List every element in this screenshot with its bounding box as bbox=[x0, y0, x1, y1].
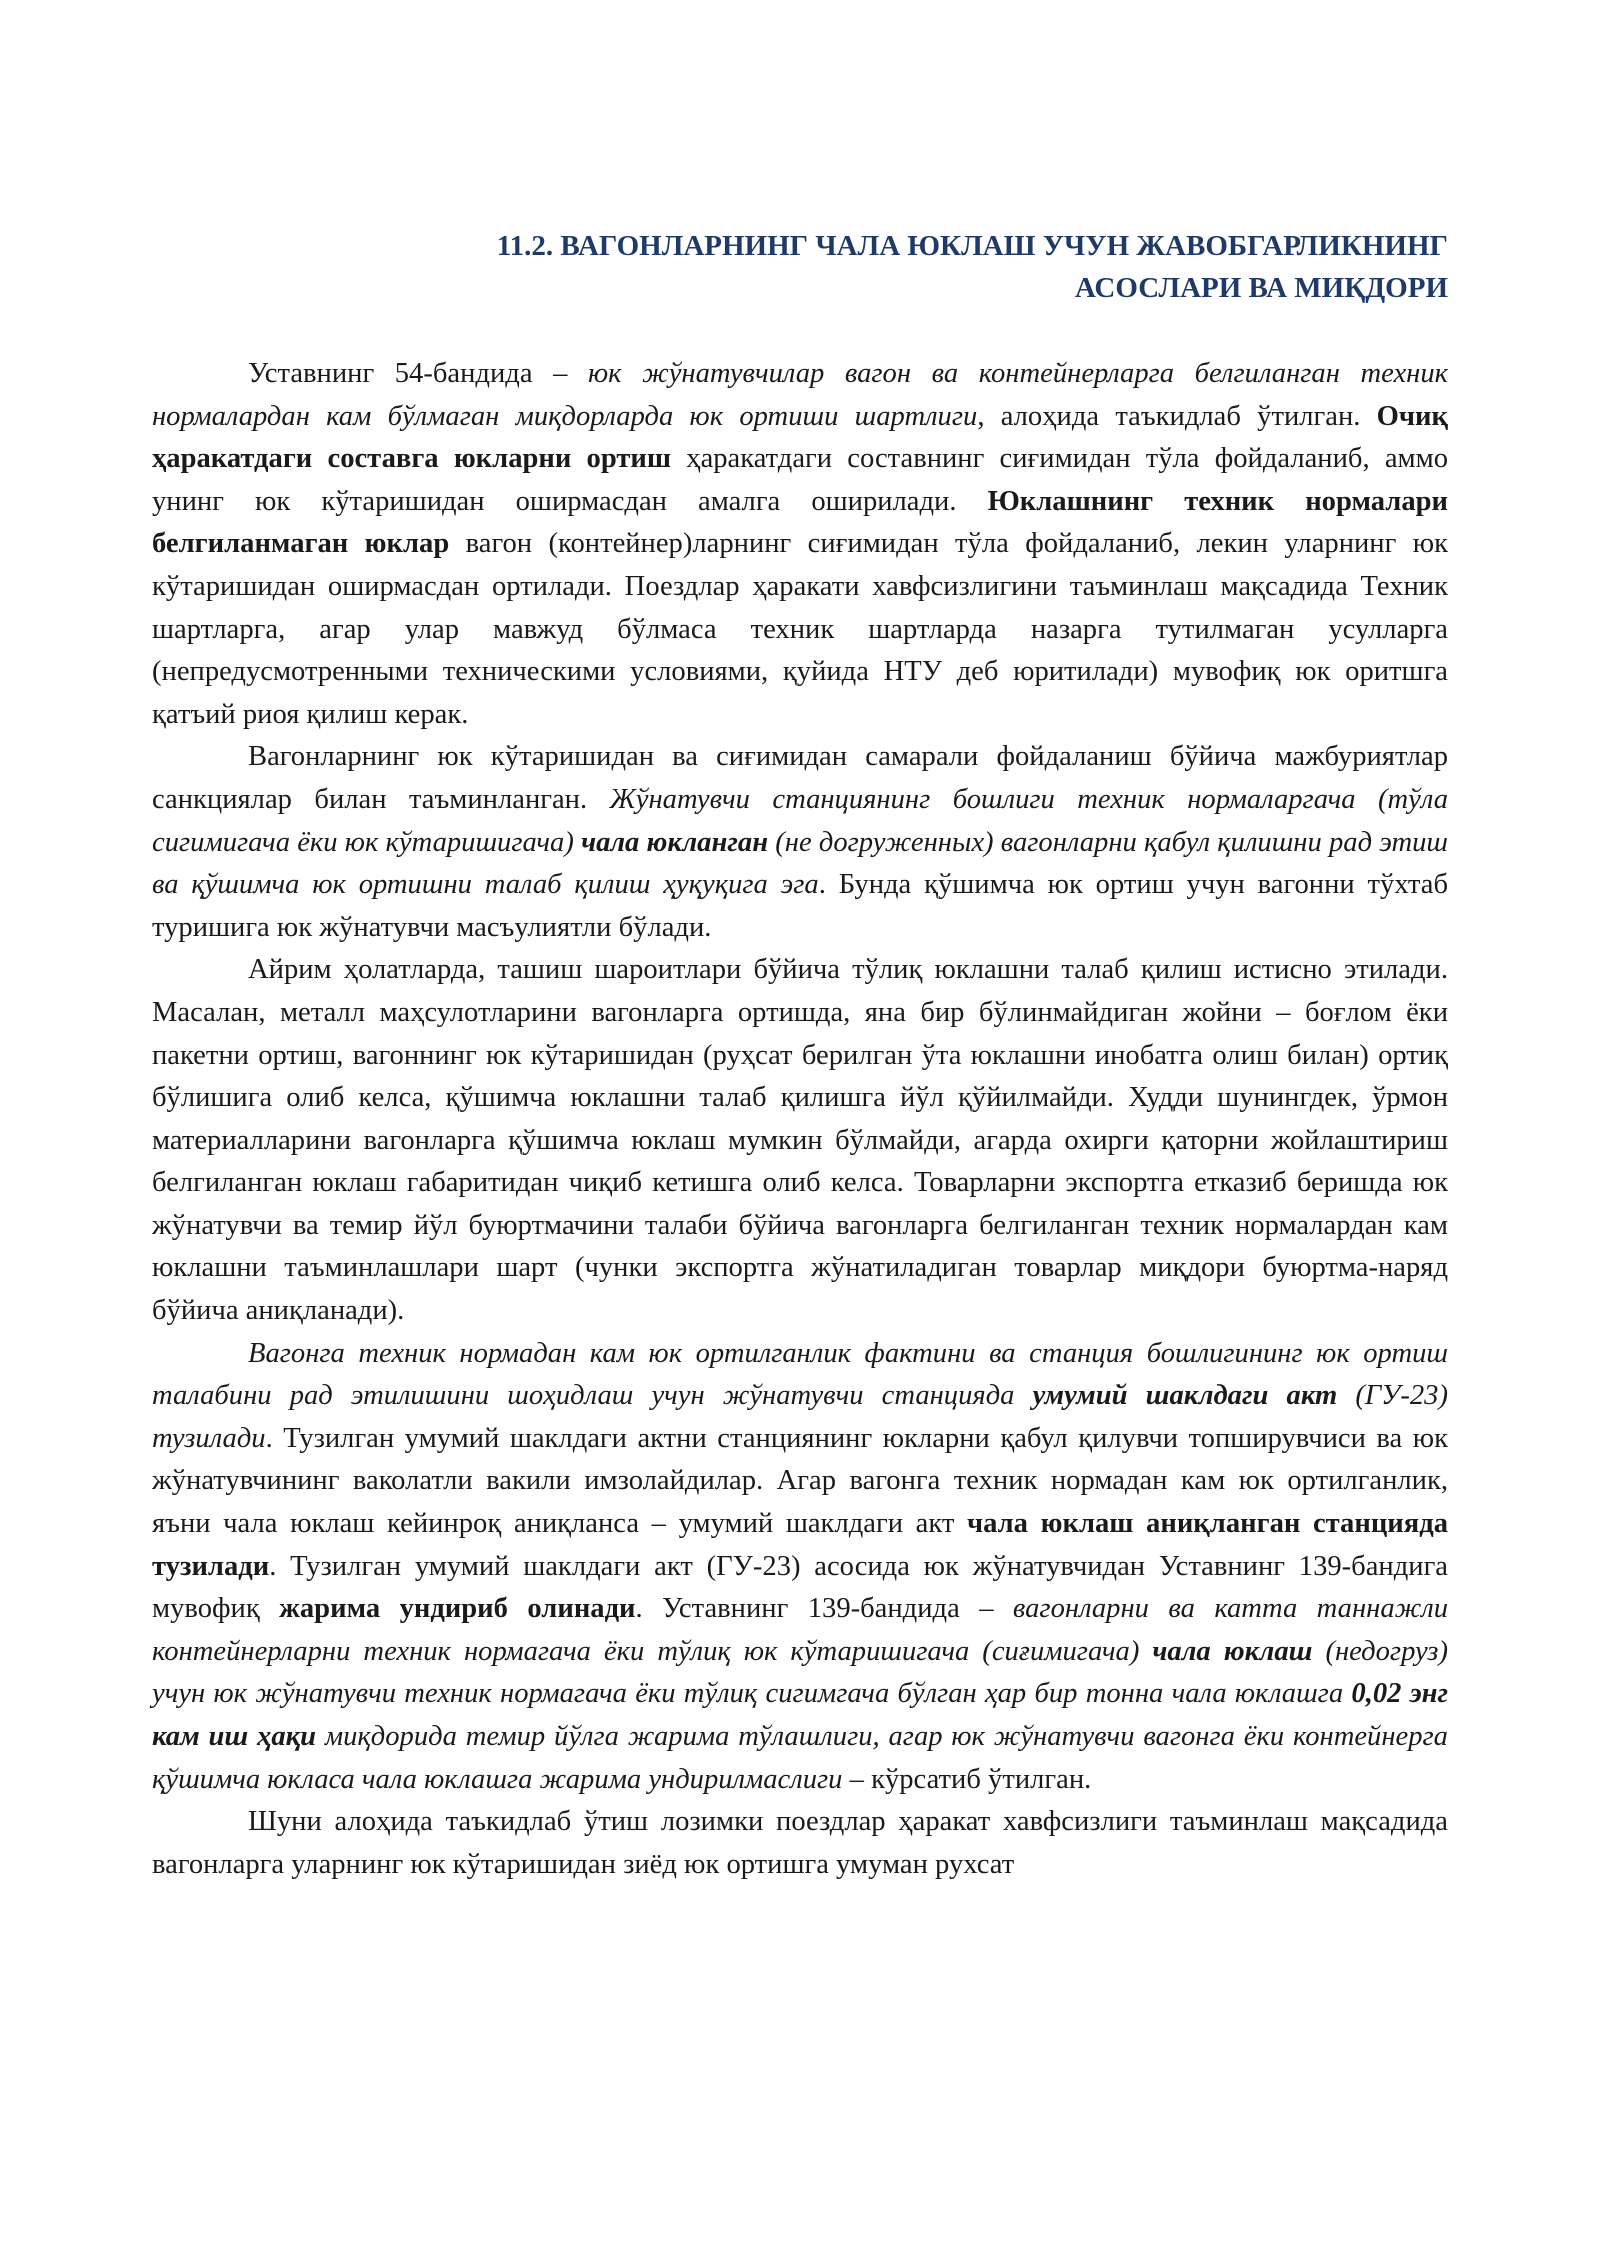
text-run: чала юклаш аниқланган станцияда тузилади bbox=[152, 1508, 1449, 1582]
text-run: ҳаракатдаги составнинг сиғимидан тўла фойдаланиб, аммо унинг юк кўтаришидан оширмасдан амалга оширилади. bbox=[152, 443, 1448, 517]
text-run: жарима ундириб олинади bbox=[279, 1593, 636, 1625]
paragraph bbox=[152, 353, 1448, 736]
text-run: . Тузилган умумий шаклдаги актни станциянинг юкларни қабул қилувчи топширувчиси ва юк жўнатувчининг ваколатли вакили имзолайдилар. Агар вагонга техник нормадан кам юк ортилганлик, яъни чала юклаш кейинроқ аниқланса – умумий шаклдаги акт bbox=[152, 1422, 1448, 1540]
text-run: (ГУ-23) тузилади bbox=[152, 1380, 1448, 1454]
paragraph bbox=[152, 949, 1448, 1332]
text-run: 0,02 энг кам иш ҳақи bbox=[152, 1678, 1448, 1752]
text-run: Жўнатувчи станциянинг бошлиги техник нормаларгача (тўла сигимигача ёки юк кўтаришигача) bbox=[152, 783, 1448, 858]
text-run: вагонларни ва катта таннажли контейнерларни техник нормагача ёки тўлиқ юк кўтаришигача (сиғимигача) bbox=[152, 1593, 1448, 1667]
text-run: . Тузилган умумий шаклдаги акт (ГУ-23) асосида юк жўнатувчидан Уставнинг 139-бандига мувофиқ bbox=[152, 1550, 1448, 1625]
text-run: (недогруз) учун юк жўнатувчи техник нормагача ёки тўлиқ сигимгача бўлган ҳар бир тонна чала юклашга bbox=[152, 1635, 1448, 1710]
paragraph bbox=[152, 1801, 1448, 1886]
text-run: умумий шаклдаги акт bbox=[1032, 1380, 1338, 1412]
text-run: . Уставнинг 139-бандида – bbox=[635, 1593, 1013, 1625]
paragraph bbox=[152, 736, 1448, 949]
body-text bbox=[152, 353, 1448, 1886]
text-run: Айрим ҳолатларда, ташиш шароитлари бўйича тўлиқ юклашни талаб қилиш истисно этилади. Масалан, металл маҳсулотларини вагонларга ортишда, яна бир бўлинмайдиган жойни – боғлом ёки пакетни ортиш, вагоннинг юк кўтаришидан (руҳсат берилган ўта юклашни инобатга олиш билан) ортиқ бўлишига олиб келса, қўшимча юклашни талаб қилишга йўл қўйилмайди. Худди шунингдек, ўрмон материалларини вагонларга қўшимча юклаш мумкин бўлмайди, агарда охирги қаторни жойлаштириш белгиланган юклаш габаритидан чиқиб кетишга олиб келса. Товарларни экспортга етказиб беришда юк жўнатувчи ва темир йўл буюртмачини талаби бўйича вагонларга белгиланган техник нормалардан кам юклашни таъминлашлари шарт (чунки экспортга жўнатиладиган товарлар миқдори буюртма-наряд бўйича аниқланади). bbox=[152, 954, 1448, 1327]
text-run: Уставнинг 54-бандида – bbox=[248, 358, 588, 389]
text-run: . Бунда қўшимча юк ортиш учун вагонни тўхтаб туришига юк жўнатувчи масъулиятли бўлади. bbox=[152, 869, 1448, 943]
document-page bbox=[152, 225, 1448, 1886]
text-run: чала юкланган bbox=[581, 826, 769, 858]
text-run: (не догруженных) вагонларни қабул қилишни рад этиш ва қўшимча юк ортишни талаб қилиш ҳуқуқига эга bbox=[152, 826, 1448, 901]
text-run: вагон (контейнер)ларнинг сиғимидан тўла фойдаланиб, лекин уларнинг юк кўтаришидан оширмасдан ортилади. Поездлар ҳаракати хавфсизлигини таъминлаш мақсадида Техник шартларга, агар улар мавжуд бўлмаса техник шартларда назарга тутилмаган усулларга (непредусмотренными техническими условиями, қуйида НТУ деб юритилади) мувофиқ юк оритшга қатъий риоя қилиш керак. bbox=[152, 528, 1448, 730]
text-run: Очиқ ҳаракатдаги составга юкларни ортиш bbox=[152, 400, 1448, 475]
heading-line-1: 11.2. ВАГОНЛАРНИНГ ЧАЛА ЮКЛАШ УЧУН ЖАВОБГАРЛИКНИНГ bbox=[496, 230, 1448, 262]
text-run: Юклашнинг техник нормалари белгиланмаган юклар bbox=[152, 485, 1448, 560]
text-run: Вагонга техник нормадан кам юк ортилганлик фактини ва станция бошлигининг юк ортиш талабини рад этилишини шоҳидлаш учун жўнатувчи станцияда bbox=[152, 1337, 1448, 1412]
heading-line-2: АСОСЛАРИ ВА МИҚДОРИ bbox=[1074, 272, 1448, 304]
section-heading bbox=[152, 225, 1448, 309]
text-run: чала юклаш bbox=[1152, 1635, 1313, 1667]
text-run: Шуни алоҳида таъкидлаб ўтиш лозимки поездлар ҳаракат хавфсизлиги таъминлаш мақсадида вагонларга уларнинг юк кўтаришидан зиёд юк ортишга умуман рухсат bbox=[152, 1806, 1448, 1880]
paragraph bbox=[152, 1333, 1448, 1802]
text-run: юк жўнатувчилар вагон ва контейнерларга белгиланган техник нормалардан кам бўлмаган миқдорларда юк ортиши шартлиги bbox=[152, 358, 1448, 432]
text-run: , алоҳида таъкидлаб ўтилган. bbox=[977, 400, 1377, 432]
text-run: Вагонларнинг юк кўтаришидан ва сиғимидан самарали фойдаланиш бўйича мажбуриятлар санкциялар билан таъминланган. bbox=[152, 741, 1448, 815]
text-run: миқдорида темир йўлга жарима тўлашлиги, агар юк жўнатувчи вагонга ёки контейнерга қўшимча юкласа чала юклашга жарима ундирилмаслиги bbox=[152, 1721, 1448, 1795]
text-run: – кўрсатиб ўтилган. bbox=[842, 1763, 1092, 1795]
